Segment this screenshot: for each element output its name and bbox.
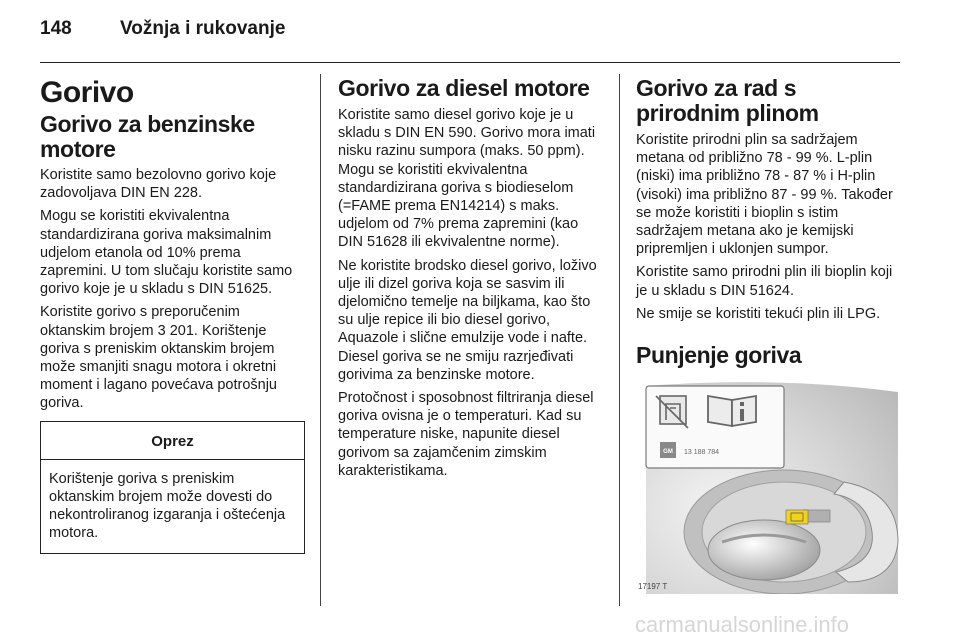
caution-title: Oprez [41, 422, 304, 460]
label-part-number: 13 188 784 [684, 449, 720, 457]
diesel-heading: Gorivo za diesel motore [338, 75, 590, 101]
paragraph: Koristite samo bezolovno gorivo koje zadovoljava DIN EN 228. [40, 167, 277, 202]
page-header [40, 12, 900, 52]
column-petrol [40, 76, 305, 554]
gm-logo-text: GM [663, 449, 673, 456]
paragraph: Koristite gorivo s preporučenim oktanskim brojem 3 201. Korištenje goriva s preniskim oktanskim brojem može smanjiti snagu motora i okretni moment i lagano povećava potrošnju goriva. [40, 304, 277, 412]
petrol-heading: Gorivo za benzinske motore [40, 111, 255, 162]
figure-code: 17197 T [638, 582, 668, 592]
refuelling-heading: Punjenje goriva [636, 342, 802, 369]
fuel-filler-illustration [636, 382, 902, 594]
no-petrol-icon [656, 396, 688, 428]
caution-box [40, 421, 305, 555]
paragraph: Ne koristite brodsko diesel gorivo, loživo ulje ili dizel goriva koja se sasvim ili djelomično temelje na biljkama, kao što su ulje repice ili bio diesel gorivo, Aquazole i slične emulzije vode i nafte. Diesel goriva se ne smiju razrjeđivati gorivima za benzinske motore. [338, 257, 597, 383]
header-rule [40, 62, 900, 63]
paragraph: Koristite samo prirodni plin ili bioplin koji je u skladu s DIN 51624. [636, 264, 893, 299]
running-title: Vožnja i rukovanje [120, 18, 286, 39]
column-natural-gas [636, 76, 904, 594]
page-number: 148 [40, 18, 72, 39]
column-diesel [338, 76, 606, 485]
paragraph: Ne smije se koristiti tekući plin ili LPG. [636, 305, 881, 322]
paragraph: Protočnost i sposobnost filtriranja diesel goriva ovisna je o temperaturi. Kad su temperature niske, napunite diesel gorivom sa zajamčenim zimskim karakteristikama. [338, 390, 594, 479]
paragraph: Koristite samo diesel gorivo koje je u skladu s DIN EN 590. Gorivo mora imati nisku razinu sumpora (maks. 50 ppm). Mogu se koristiti ekvivalentna standardizirana goriva s biodieselom (=FAME prema EN14214) s maks. udjelom od 7% prema zapremini (kao DIN 51628 ili ekvivalentne norme). [338, 107, 596, 251]
column-divider-2 [619, 74, 620, 606]
paragraph: Mogu se koristiti ekvivalentna standardizirana goriva maksimalnim udjelom etanola od 10% prema zapremini. U tom slučaju koristite samo gorivo koje je u skladu s DIN 51625. [40, 208, 293, 298]
fuel-filler-drawing [636, 382, 902, 594]
paragraph: Koristite prirodni plin sa sadržajem metana od približno 78 - 99 %. L-plin (niski) ima približno 78 - 87 % i H-plin (visoki) ima približno 87 - 99 %. Također se može koristiti i bioplin s istim sadržajem metana ako je kemijski pripremljen i uklonjen sumpor. [636, 132, 893, 258]
watermark: carmanualsonline.info [635, 612, 850, 637]
fuel-type-sticker [786, 510, 808, 524]
natural-gas-heading: Gorivo za rad s prirodnim plinom [636, 75, 819, 126]
column-divider-1 [320, 74, 321, 606]
section-title: Gorivo [40, 76, 134, 109]
caution-text: Korištenje goriva s preniskim oktanskim brojem može dovesti do nekontroliranog izgaranja i oštećenja motora. [49, 470, 286, 542]
manual-book-icon [708, 396, 756, 426]
